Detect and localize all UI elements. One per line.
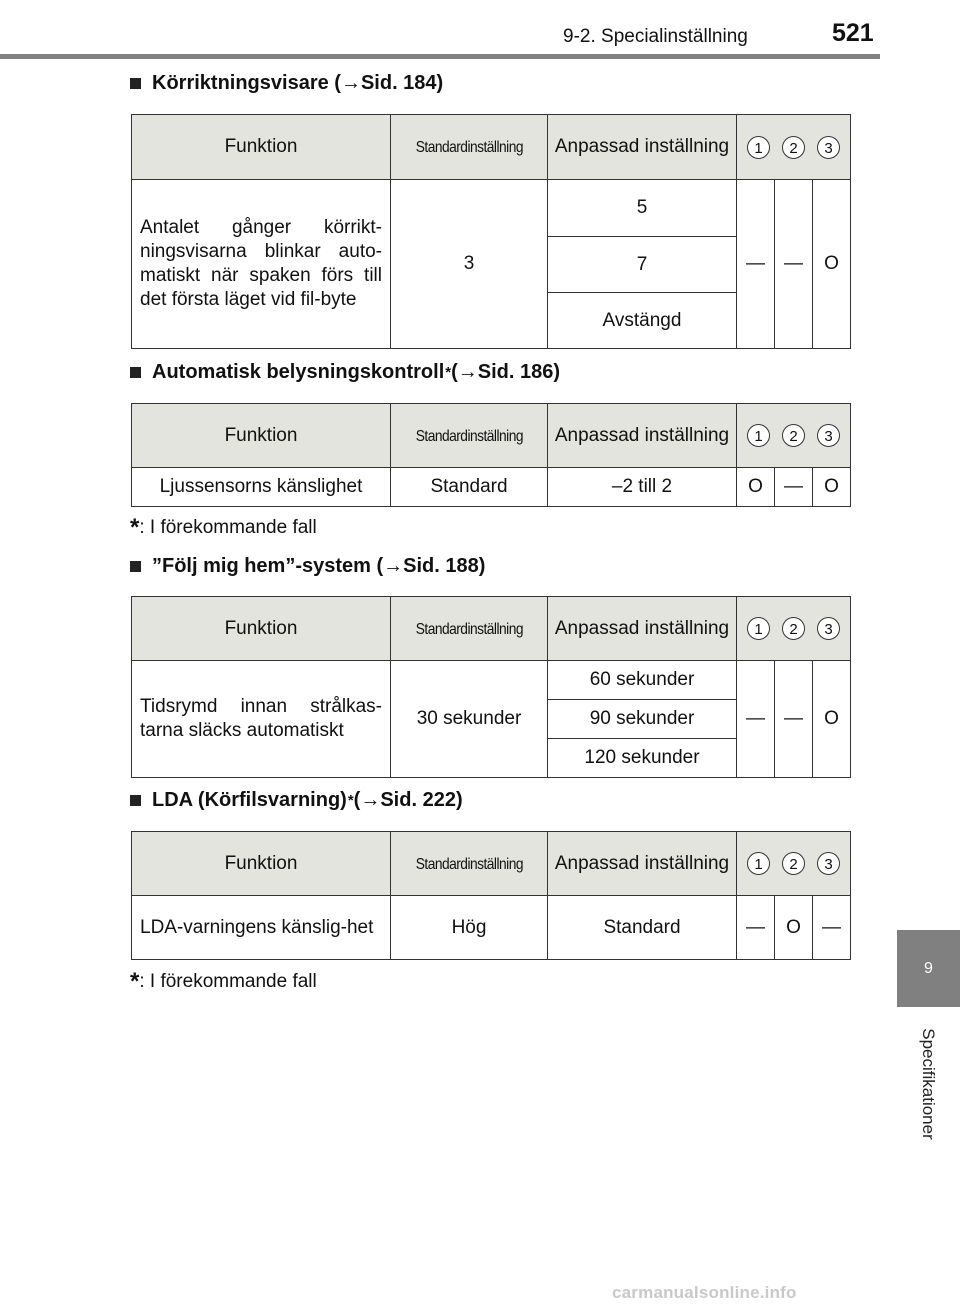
chapter-tab	[897, 930, 960, 1007]
mode-2-cell: —	[775, 468, 813, 507]
arrow-right-icon: →	[457, 361, 478, 383]
header-function: Funktion	[132, 597, 391, 661]
header-function: Funktion	[132, 832, 391, 896]
option-cell: 7	[548, 237, 737, 293]
mode-1-cell: O	[737, 468, 775, 507]
mode-1-cell: —	[737, 896, 775, 960]
header-modes	[737, 832, 851, 896]
header-modes	[737, 115, 851, 180]
mode-1-icon: 1	[747, 424, 770, 447]
mode-3-icon: 3	[817, 852, 840, 875]
bullet-square-icon	[130, 561, 141, 572]
mode-2-cell: O	[775, 896, 813, 960]
footnote: *: I förekommande fall	[130, 514, 317, 541]
header-default: Standardinställning	[391, 597, 548, 661]
option-cell: 90 sekunder	[548, 700, 737, 739]
page-number: 521	[832, 19, 874, 47]
table-header-row	[132, 404, 851, 468]
bullet-square-icon	[130, 795, 141, 806]
settings-table-turn-signal	[131, 114, 851, 349]
mode-2-cell: —	[775, 180, 813, 349]
table-row	[132, 180, 851, 237]
footnote: *: I förekommande fall	[130, 968, 317, 995]
section-heading-turn-signal: Körriktningsvisare ( → Sid. 184)	[130, 72, 443, 95]
header-custom: Anpassad inställning	[548, 404, 737, 468]
table-header-row	[132, 597, 851, 661]
settings-table-auto-light	[131, 403, 851, 507]
watermark: carmanualsonline.info	[612, 1283, 797, 1302]
header-custom: Anpassad inställning	[548, 832, 737, 896]
header-modes	[737, 597, 851, 661]
header-modes	[737, 404, 851, 468]
settings-table-lda	[131, 831, 851, 960]
default-cell: Standard	[391, 468, 548, 507]
header-default: Standardinställning	[391, 832, 548, 896]
option-cell: Avstängd	[548, 293, 737, 349]
table-row	[132, 896, 851, 960]
mode-1-cell: —	[737, 180, 775, 349]
mode-2-cell: —	[775, 661, 813, 778]
arrow-right-icon: →	[383, 555, 404, 577]
mode-3-icon: 3	[817, 136, 840, 159]
chapter-number: 9	[924, 959, 933, 977]
table-header-row	[132, 832, 851, 896]
section-title: 9-2. Specialinställning	[563, 26, 748, 47]
function-cell: Tidsrymd innan strålkas-tarna släcks automatiskt	[132, 661, 391, 778]
mode-1-icon: 1	[747, 852, 770, 875]
function-cell: LDA-varningens känslig-het	[132, 896, 391, 960]
header-function: Funktion	[132, 404, 391, 468]
table-row	[132, 468, 851, 507]
settings-table-follow-me-home	[131, 596, 851, 778]
mode-3-cell: O	[813, 468, 851, 507]
table-row	[132, 661, 851, 700]
chapter-label: Specifikationer	[919, 1028, 938, 1140]
section-heading-auto-light: Automatisk belysningskontroll * ( → Sid. 186)	[130, 361, 560, 384]
header-rule	[0, 54, 880, 59]
arrow-right-icon: →	[360, 789, 381, 811]
header-default: Standardinställning	[391, 404, 548, 468]
section-heading-lda: LDA (Körfilsvarning) * ( → Sid. 222)	[130, 789, 463, 812]
mode-2-icon: 2	[782, 852, 805, 875]
mode-1-cell: —	[737, 661, 775, 778]
option-cell: –2 till 2	[548, 468, 737, 507]
default-cell: 3	[391, 180, 548, 349]
section-heading-follow-me-home: ”Följ mig hem”-system ( → Sid. 188)	[130, 555, 485, 578]
mode-1-icon: 1	[747, 617, 770, 640]
bullet-square-icon	[130, 78, 141, 89]
table-header-row	[132, 115, 851, 180]
function-cell: Antalet gånger körrikt-ningsvisarna blinkar auto-matiskt när spaken förs till det första läget vid fil-byte	[132, 180, 391, 349]
option-cell: 60 sekunder	[548, 661, 737, 700]
header-function: Funktion	[132, 115, 391, 180]
header-default: Standardinställning	[391, 115, 548, 180]
header-custom: Anpassad inställning	[548, 597, 737, 661]
mode-3-icon: 3	[817, 617, 840, 640]
mode-3-icon: 3	[817, 424, 840, 447]
header-custom: Anpassad inställning	[548, 115, 737, 180]
arrow-right-icon: →	[340, 72, 361, 94]
mode-3-cell: O	[813, 180, 851, 349]
mode-1-icon: 1	[747, 136, 770, 159]
mode-2-icon: 2	[782, 424, 805, 447]
option-cell: 120 sekunder	[548, 739, 737, 778]
mode-2-icon: 2	[782, 617, 805, 640]
mode-3-cell: —	[813, 896, 851, 960]
option-cell: 5	[548, 180, 737, 237]
function-cell: Ljussensorns känslighet	[132, 468, 391, 507]
option-cell: Standard	[548, 896, 737, 960]
mode-2-icon: 2	[782, 136, 805, 159]
mode-3-cell: O	[813, 661, 851, 778]
bullet-square-icon	[130, 367, 141, 378]
default-cell: Hög	[391, 896, 548, 960]
default-cell: 30 sekunder	[391, 661, 548, 778]
